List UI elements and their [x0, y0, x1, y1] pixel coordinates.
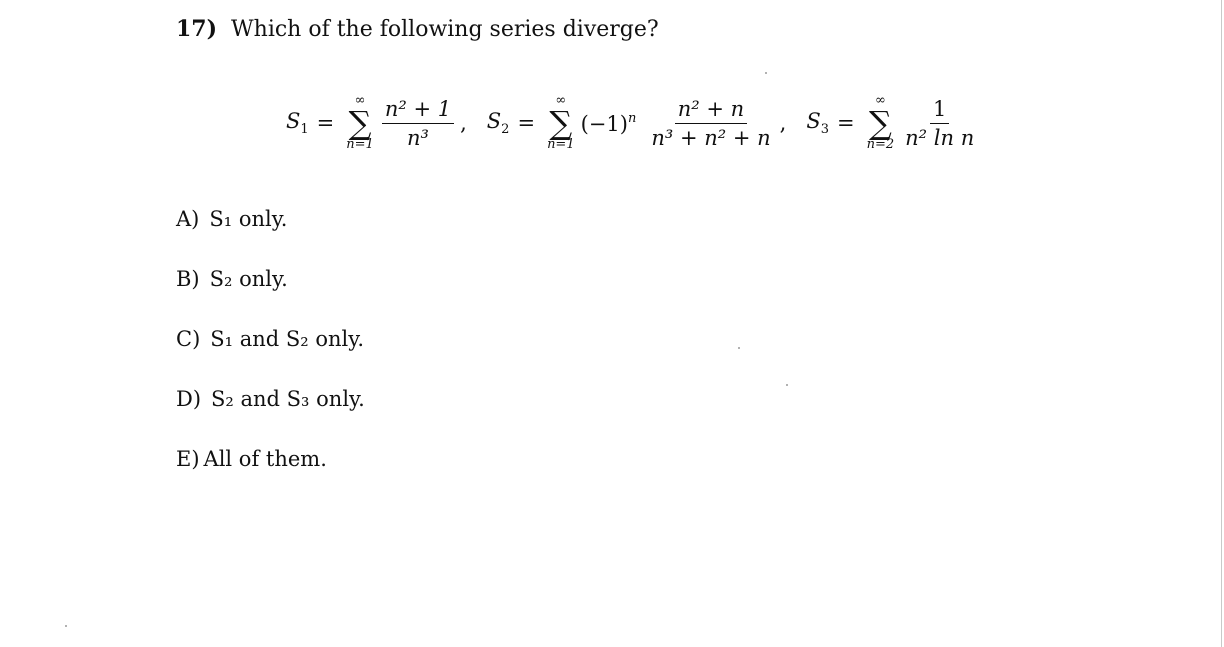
s3-fraction — [902, 97, 977, 150]
option-text: S₂ and S₃ only. — [211, 387, 365, 411]
series-s3 — [806, 94, 981, 152]
option-label: E) — [176, 447, 200, 471]
series-definitions — [286, 94, 981, 152]
s2-fraction — [648, 97, 773, 150]
s1-upper-limit: ∞ — [354, 93, 366, 108]
option-d[interactable] — [176, 387, 365, 411]
s1-lower-limit: n=1 — [346, 137, 374, 152]
s1-symbol: $S_1$ — [286, 109, 309, 137]
option-text: S₁ only. — [209, 207, 288, 231]
option-label: D) — [176, 387, 202, 411]
option-text: S₂ only. — [209, 267, 288, 291]
series-s2: $S_2$ = ∞ ∑ n=1 $(-1)^n$ $\frac{\text{n² + n}}{\text{n³ + n² + n}}$ , — [486, 93, 787, 152]
scan-speck — [765, 72, 767, 74]
scan-speck — [65, 625, 67, 627]
s1-numerator: n² + 1 — [382, 97, 454, 124]
sigma-icon: ∞ ∑ n=1 — [547, 93, 575, 152]
s3-lower-limit: n=2 — [866, 137, 895, 152]
s1-fraction — [382, 97, 454, 150]
option-text: S₁ and S₂ only. — [210, 327, 365, 351]
s3-upper-limit: ∞ — [874, 93, 886, 108]
option-c[interactable] — [176, 327, 364, 351]
s2-denominator: n³ + n² + n — [651, 125, 771, 150]
sigma-icon: ∞ ∑ n=1 — [346, 93, 374, 152]
option-label: C) — [176, 327, 201, 351]
scan-speck — [786, 384, 788, 386]
equals-sign: = — [517, 111, 536, 135]
equals-sign: = — [837, 111, 855, 135]
s3-symbol: $S_3$ — [806, 109, 829, 137]
option-e[interactable] — [176, 447, 327, 471]
option-b[interactable] — [176, 267, 288, 291]
page-edge-line — [1221, 0, 1222, 647]
s2-sign-factor: $(-1)^n$ — [580, 110, 637, 136]
sigma-icon: ∞ ∑ n=2 — [866, 93, 895, 152]
s2-numerator: n² + n — [675, 97, 747, 124]
scan-speck — [738, 347, 740, 349]
s3-numerator: 1 — [930, 97, 949, 124]
option-label: A) — [176, 207, 200, 231]
equals-sign: = — [316, 111, 335, 135]
s1-denominator: n³ — [406, 125, 429, 150]
question-text: Which of the following series diverge? — [231, 17, 659, 42]
question-number: 17) — [176, 16, 218, 42]
s2-symbol: $S_2$ — [486, 109, 510, 137]
s2-lower-limit: n=1 — [547, 137, 575, 152]
s3-denominator: n² ln n — [905, 125, 975, 150]
question — [176, 16, 659, 42]
series-s1: $S_1$ = ∞ ∑ n=1 $\frac{\text{n² + 1}}{\text{n³}}$ , — [286, 93, 467, 152]
option-text: All of them. — [203, 447, 327, 471]
option-a[interactable] — [176, 207, 287, 231]
s2-upper-limit: ∞ — [555, 93, 567, 108]
option-label: B) — [176, 267, 200, 291]
